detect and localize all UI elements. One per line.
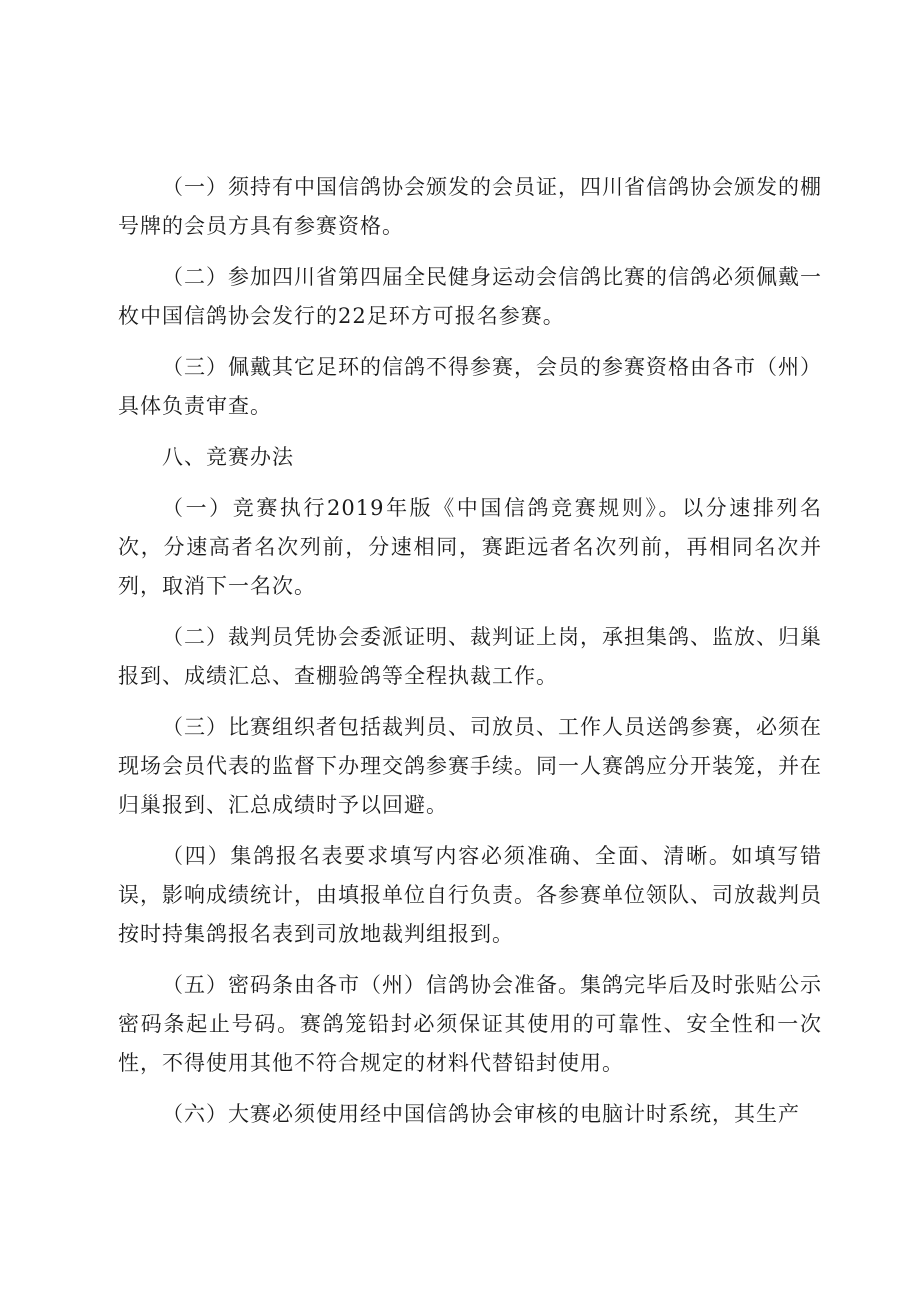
method-item-5: （五）密码条由各市（州）信鸽协会准备。集鸽完毕后及时张贴公示密码条起止号码。赛鸽笼铅封必须保证其使用的可靠性、安全性和一次性，不得使用其他不符合规定的材料代替铅封使用。 bbox=[118, 973, 822, 1075]
section-heading: 八、竞赛办法 bbox=[162, 445, 294, 469]
method-item-3: （三）比赛组织者包括裁判员、司放员、工作人员送鸽参赛，必须在现场会员代表的监督下办理交鸽参赛手续。同一人赛鸽应分开装笼，并在归巢报到、汇总成绩时予以回避。 bbox=[118, 715, 822, 817]
method-item-2: （二）裁判员凭协会委派证明、裁判证上岗，承担集鸽、监放、归巢报到、成绩汇总、查棚验鸽等全程执裁工作。 bbox=[118, 625, 822, 688]
method-item-6: （六）大赛必须使用经中国信鸽协会审核的电脑计时系统，其生产 bbox=[162, 1102, 800, 1126]
method-item-1: （一）竞赛执行2019年版《中国信鸽竞赛规则》。以分速排列名次，分速高者名次列前，分速相同，赛距远者名次列前，再相同名次并列，取消下一名次。 bbox=[118, 496, 822, 598]
document-body bbox=[118, 168, 822, 1146]
rule-item-3: （三）佩戴其它足环的信鸽不得参赛，会员的参赛资格由各市（州）具体负责审查。 bbox=[118, 355, 822, 418]
rule-item-1: （一）须持有中国信鸽协会颁发的会员证，四川省信鸽协会颁发的棚号牌的会员方具有参赛资格。 bbox=[118, 175, 822, 238]
rule-item-2: （二）参加四川省第四届全民健身运动会信鸽比赛的信鸽必须佩戴一枚中国信鸽协会发行的22足环方可报名参赛。 bbox=[118, 265, 822, 328]
method-item-4: （四）集鸽报名表要求填写内容必须准确、全面、清晰。如填写错误，影响成绩统计，由填报单位自行负责。各参赛单位领队、司放裁判员按时持集鸽报名表到司放地裁判组报到。 bbox=[118, 844, 822, 946]
